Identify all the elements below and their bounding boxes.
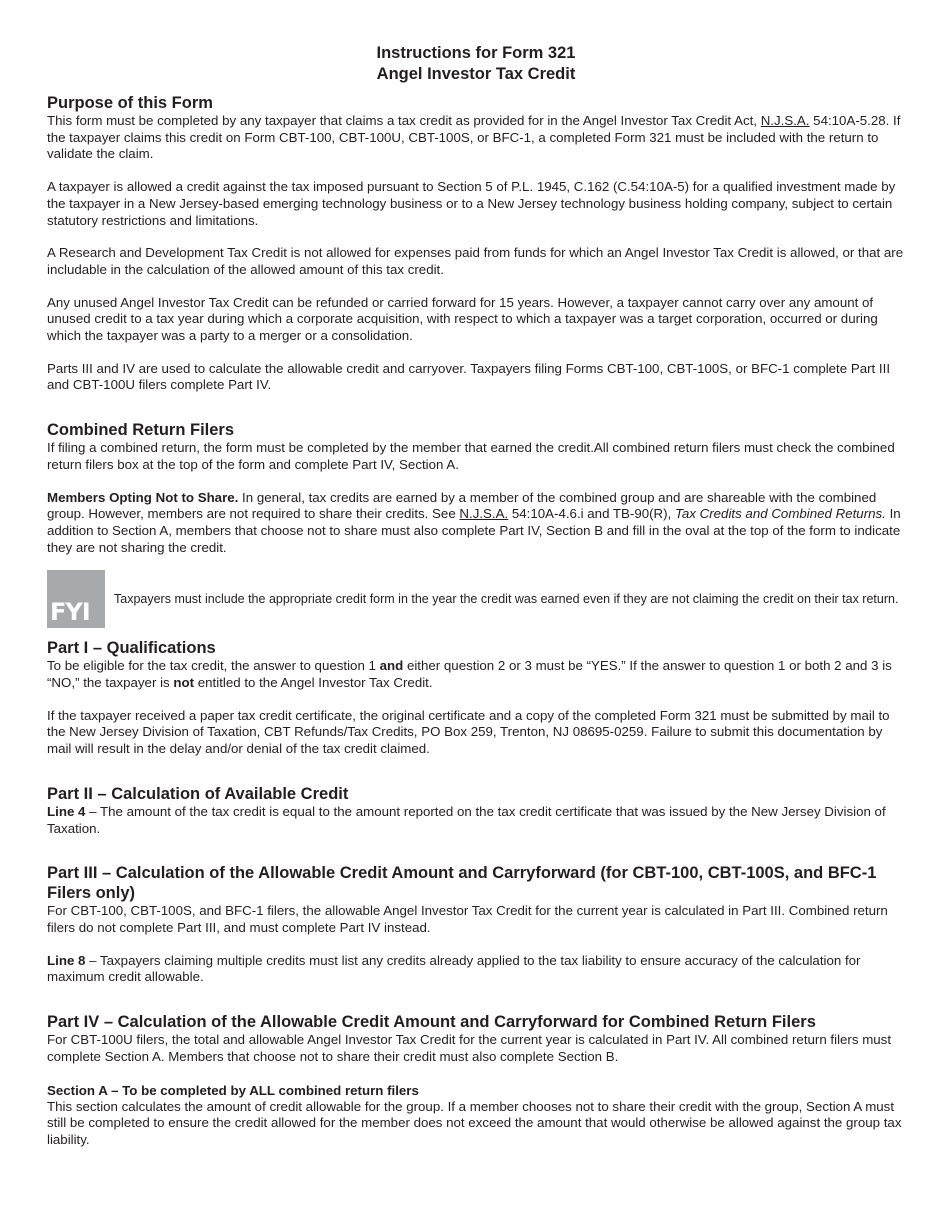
part4-heading: Part IV – Calculation of the Allowable Credit Amount and Carryforward for Combined Return Filers (47, 1013, 816, 1032)
part1-heading: Part I – Qualifications (47, 639, 216, 658)
purpose-paragraph-3: A Research and Development Tax Credit is not allowed for expenses paid from funds for which an Angel Investor Tax Credit is allowed, or that are includable in the calculation of the allowed amount of this tax credit. (47, 245, 904, 277)
part4-paragraph-1: For CBT-100U filers, the total and allowable Angel Investor Tax Credit for the current year is calculated in Part IV. All combined return filers must complete Section A. Members that choose not to share their credit must also complete Section B. (47, 1032, 892, 1064)
purpose-heading: Purpose of this Form (47, 94, 213, 112)
fyi-note (47, 570, 905, 628)
document-title (47, 43, 905, 85)
purpose-paragraph-4: Any unused Angel Investor Tax Credit can be refunded or carried forward for 15 years. However, a taxpayer cannot carry over any amount of unused credit to a tax year during which a corporate acquisition, with respect to which a taxpayer was a target corporation, occurred or during which the taxpayer was a party to a merger or a consolidation. (47, 294, 878, 344)
title-line-2: Angel Investor Tax Credit (376, 65, 576, 83)
instructions-page (47, 0, 905, 1149)
part1-paragraph-1: To be eligible for the tax credit, the answer to question 1 and either question 2 or 3 must be “YES.” If the answer to question 1 or both 2 and 3 is “NO,” the taxpayer is not entitled to the Angel Investor Tax Credit. (47, 658, 892, 691)
combined-paragraph-1: If filing a combined return, the form must be completed by the member that earned the credit.All combined return filers must check the combined return filers box at the top of the form and complete Part IV, Section A. (47, 440, 895, 472)
combined-paragraph-2: Members Opting Not to Share. In general, tax credits are earned by a member of the combined group and are shareable with the combined group. However, members are not required to share their credits. See N.J.S.A. 54:10A-4.6.i and TB-90(R), Tax Credits and Combined Returns. In addition to Section A, members that choose not to share must also complete Part IV, Section B and fill in the oval at the top of the form to indicate they are not sharing the credit. (47, 489, 901, 555)
section-a-heading: Section A – To be completed by ALL combined return filers (47, 1082, 419, 1098)
part3-heading: Part III – Calculation of the Allowable Credit Amount and Carryforward (for CBT-100, CBT-100S, and BFC-1 Filers only) (47, 864, 877, 903)
title-line-1: Instructions for Form 321 (376, 44, 576, 62)
section-a-text: This section calculates the amount of credit allowable for the group. If a member chooses not to share their credit with the group, Section A must still be completed to ensure the credit allowed for the member does not exceed the amount that would otherwise be allowed against the group tax liability. (47, 1098, 902, 1147)
part2-heading: Part II – Calculation of Available Credit (47, 784, 349, 803)
part1-paragraph-2: If the taxpayer received a paper tax credit certificate, the original certificate and a copy of the completed Form 321 must be submitted by mail to the New Jersey Division of Taxation, CBT Refunds/Tax Credits, PO Box 259, Trenton, NJ 08695-0259. Failure to submit this documentation by mail will result in the delay and/or denial of the tax credit claimed. (47, 707, 890, 757)
purpose-paragraph-2: A taxpayer is allowed a credit against the tax imposed pursuant to Section 5 of P.L. 1945, C.162 (C.54:10A-5) for a qualified investment made by the taxpayer in a New Jersey-based emerging technology business or to a New Jersey technology business holding company, subject to certain statutory restrictions and limitations. (47, 179, 896, 228)
purpose-paragraph-5: Parts III and IV are used to calculate the allowable credit and carryover. Taxpayers filing Forms CBT-100, CBT-100S, or BFC-1 complete Part III and CBT-100U filers complete Part IV. (47, 360, 891, 393)
part2-line4: Line 4 – The amount of the tax credit is equal to the amount reported on the tax credit certificate that was issued by the New Jersey Division of Taxation. (47, 803, 886, 836)
part3-paragraph-1: For CBT-100, CBT-100S, and BFC-1 filers, the allowable Angel Investor Tax Credit for the current year is calculated in Part III. Combined return filers do not complete Part III, and must complete Part IV instead. (47, 903, 888, 935)
fyi-text: Taxpayers must include the appropriate credit form in the year the credit was earned even if they are not claiming the credit on their tax return. (114, 592, 899, 607)
part3-line8: Line 8 – Taxpayers claiming multiple credits must list any credits already applied to the tax liability to ensure accuracy of the calculation for maximum credit allowable. (47, 952, 861, 985)
purpose-paragraph-1: This form must be completed by any taxpayer that claims a tax credit as provided for in the Angel Investor Tax Credit Act, N.J.S.A. 54:10A-5.28. If the taxpayer claims this credit on Form CBT-100, CBT-100U, CBT-100S, or BFC-1, a completed Form 321 must be included with the return to validate the claim. (47, 113, 901, 162)
fyi-icon: FYI (47, 570, 105, 628)
combined-heading: Combined Return Filers (47, 421, 235, 440)
